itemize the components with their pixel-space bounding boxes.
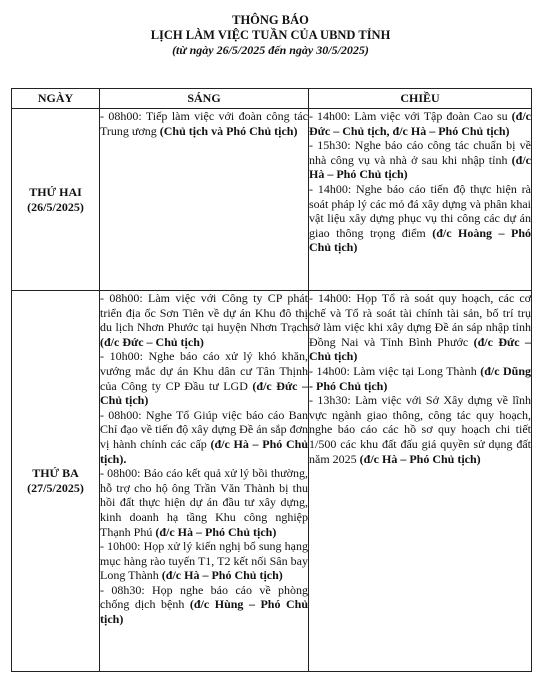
date-range: (từ ngày 26/5/2025 đến ngày 30/5/2025) — [172, 43, 369, 57]
schedule-item: - 08h00: Báo cáo kết quả xử lý bồi thường, hỗ trợ cho hộ ông Trần Văn Thành bị thu hồi đất thực hiện dự án đầu tư xây dựng, kinh doanh hạ tầng Khu công nghiệp Thạnh Phú (đ/c Hà – Phó Chủ tịch) — [100, 466, 308, 539]
schedule-item: - 13h30: Làm việc với Sở Xây dựng về lĩnh vực ngành giao thông, công tác quy hoạch, nghe báo cáo các hồ sơ quy hoạch chi tiết 1/500 các khu đất đấu giá quyền sử dụng đất năm 2025 (đ/c Hà – Phó Chủ tịch) — [309, 393, 531, 466]
day-name: THỨ BA — [32, 466, 79, 480]
schedule-item: - 14h00: Làm việc với Tập đoàn Cao su (đ/c Đức – Chủ tịch, đ/c Hà – Phó Chủ tịch) — [309, 109, 531, 138]
table-header-row — [12, 89, 532, 109]
header-afternoon: CHIỀU — [309, 89, 532, 109]
day-date: (26/5/2025) — [27, 199, 84, 214]
day-date: (27/5/2025) — [27, 481, 84, 495]
schedule-table — [11, 88, 532, 672]
schedule-item: - 14h00: Nghe báo cáo tiến độ thực hiện rà soát pháp lý các mỏ đá xây dựng và phân khai vật liệu xây dựng phục vụ thi công các dự án giao thông trọng điểm (đ/c Hoàng – Phó Chủ tịch) — [309, 181, 532, 255]
morning-cell — [100, 291, 309, 672]
afternoon-cell — [309, 109, 532, 291]
table-row-monday — [12, 109, 532, 291]
day-cell — [12, 291, 100, 672]
morning-cell — [100, 109, 309, 291]
schedule-title: LỊCH LÀM VIỆC TUẦN CỦA UBND TỈNH — [150, 28, 391, 42]
schedule-item: - 08h00: Nghe Tổ Giúp việc báo cáo Ban Chỉ đạo về tiến độ xây dựng Đề án sắp đơn vị hành chính các cấp (đ/c Hà – Phó Chủ tịch). — [100, 407, 308, 466]
schedule-item: - 15h30: Nghe báo cáo công tác chuẩn bị về nhà công vụ và nhà ở sau khi nhập tỉnh (đ/c Hà – Phó Chủ tịch) — [309, 138, 531, 182]
header-day: NGÀY — [12, 89, 100, 109]
schedule-item: - 14h00: Họp Tổ rà soát quy hoạch, các cơ chế và Tổ rà soát tài chính tài sản, bố trí trụ sở làm việc khi xây dựng Đề án sáp nhập tỉnh Đồng Nai và Tỉnh Bình Phước (đ/c Đức – Chủ tịch) — [309, 291, 531, 364]
header-morning: SÁNG — [100, 89, 309, 109]
day-cell — [12, 109, 100, 291]
schedule-item: - 08h00: Tiếp làm việc với đoàn công tác Trung ương (Chủ tịch và Phó Chủ tịch) — [100, 109, 308, 138]
schedule-item: - 10h00: Họp xử lý kiến nghị bổ sung hạng mục hàng rào tuyến T1, T2 kết nối Sân bay Long Thành (đ/c Hà – Phó Chủ tịch) — [100, 539, 308, 583]
afternoon-cell — [309, 291, 532, 672]
notice-title: THÔNG BÁO — [232, 13, 309, 27]
table-row-tuesday — [12, 291, 532, 672]
schedule-item: - 10h00: Nghe báo cáo xử lý khó khăn, vướng mắc dự án Khu dân cư Tân Thịnh của Công ty CP Đầu tư LGD (đ/c Đức – Chủ tịch) — [100, 349, 309, 408]
schedule-item: - 14h00: Làm việc tại Long Thành (đ/c Dũng - Phó Chủ tịch) — [309, 363, 531, 393]
schedule-item: - 08h30: Họp nghe báo cáo về phòng chống dịch bệnh (đ/c Hùng – Phó Chủ tịch) — [100, 582, 309, 627]
schedule-item: - 08h00: Làm việc với Công ty CP phát triển địa ốc Sơn Tiên về dự án Khu đô thị du lịch Nhơn Phước tại huyện Nhơn Trạch (đ/c Đức – Chủ tịch) — [100, 291, 308, 349]
notice-header — [0, 13, 541, 58]
day-name: THỨ HAI — [29, 184, 82, 199]
